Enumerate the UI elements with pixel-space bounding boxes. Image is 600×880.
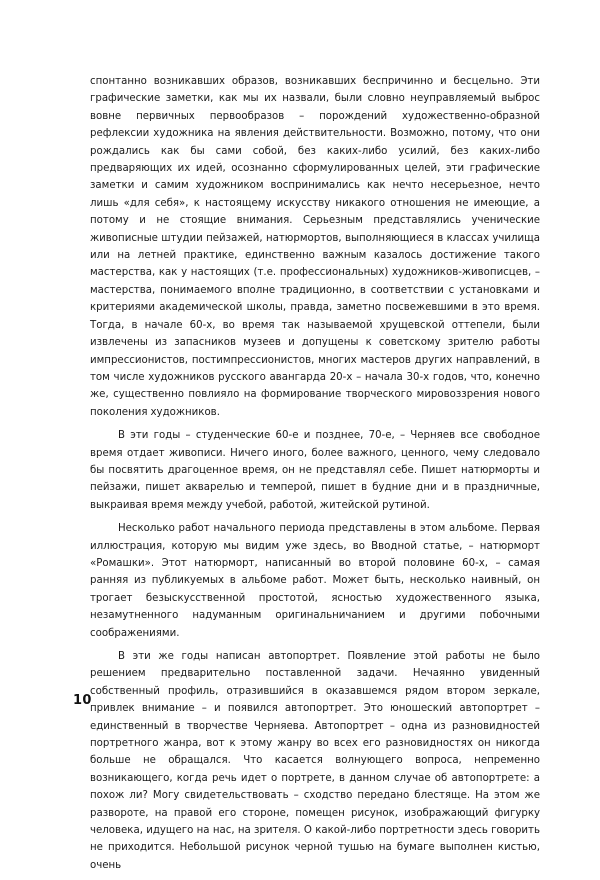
- paragraph-student-years: В эти годы – студенческие 60-е и позднее, 70-е, – Черняев все свободное время отдает живописи. Ничего иного, более важного, ценного, чему следовало бы посвятить драгоценное время, он не представлял себе. Пишет натюрморты и пейзажи, пишет акварелью и темперой, пишет в будние дни и в праздничные, выкраивая время между учебой, работой, житейской рутиной.: [90, 430, 540, 511]
- page-number: 10: [73, 693, 92, 708]
- paragraph-self-portrait: В эти же годы написан автопортрет. Появление этой работы не было решением предварительно поставленной задачи. Нечаянно увиденный собственный профиль, отразившийся в оказавшемся рядом втором зеркале, привлек внимание – и появился автопортрет. Это юношеский автопортрет – единственный в творчестве Черняева. Автопортрет – одна из разновидностей портретного жанра, вот к этому жанру во всех его разновидностях он никогда больше не обращался. Что касается волнующего вопроса, непременно возникающего, когда речь идет о портрете, в данном случае об автопортрете: а похож ли? Могу свидетельствовать – сходство передано блестяще. На этом же развороте, на правой его стороне, помещен рисунок, изображающий фигурку человека, идущего на нас, на зрителя. О какой-либо портретности здесь говорить не приходится. Небольшой рисунок черной тушью на бумаге выполнен кистью, очень: [90, 651, 540, 871]
- text-column: [90, 73, 540, 880]
- paragraph-early-works: Несколько работ начального периода представлены в этом альбоме. Первая иллюстрация, которую мы видим уже здесь, во Вводной статье, – натюрморт «Ромашки». Этот натюрморт, написанный во второй половине 60-х, – самая ранняя из публикуемых в альбоме работ. Может быть, несколько наивный, он трогает безыскусственной простотой, ясностью художественного языка, незамутненного надуманным оригинальничанием и другими побочными соображениями.: [90, 523, 540, 639]
- paragraph-continuation: спонтанно возникавших образов, возникавших беспричинно и бесцельно. Эти графические заметки, как мы их назвали, были словно неуправляемый выброс вовне первичных первообразов – порождений художественно-образной рефлексии художника на явления действительности. Возможно, потому, что они рождались как бы сами собой, без каких-либо усилий, без каких-либо предваряющих их идей, осознанно сформулированных целей, эти графические заметки и самим художником воспринимались как нечто несерьезное, нечто лишь «для себя», к настоящему искусству никакого отношения не имеющие, а потому и не стоящие внимания. Серьезным представлялись ученические живописные штудии пейзажей, натюрмортов, выполняющиеся в классах училища или на летней практике, единственно важным казалось достижение такого мастерства, как у настоящих (т.е. профессиональных) художников-живописцев, – мастерства, понимаемого вполне традиционно, в соответствии с установками и критериями академической школы, правда, заметно посвежевшими в это время. Тогда, в начале 60-х, во время так называемой хрущевской оттепели, были извлечены из запасников музеев и допущены к советскому зрителю работы импрессионистов, постимпрессионистов, многих мастеров других направлений, в том числе художников русского авангарда 20-х – начала 30-х годов, что, конечно же, существенно повлияло на формирование творческого мировоззрения нового поколения художников.: [90, 76, 540, 418]
